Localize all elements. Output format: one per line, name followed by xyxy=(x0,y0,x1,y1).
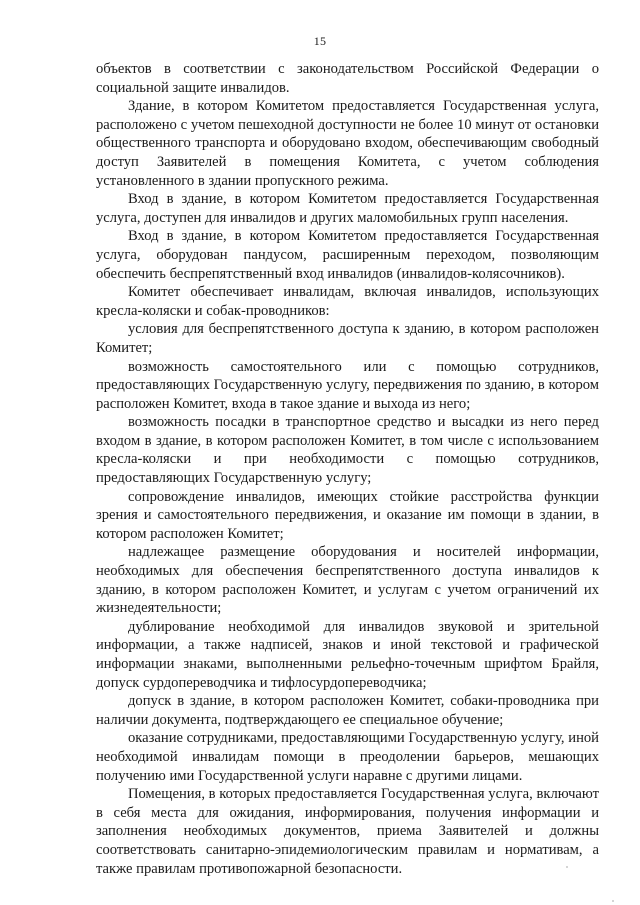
list-item-access-conditions: условия для беспрепятственного доступа к зданию, в котором расположен Комитет; xyxy=(96,321,599,356)
scan-speck xyxy=(566,866,568,868)
list-item-guide-dog: допуск в здание, в котором расположен Комитет, собаки-проводника при наличии документа, подтверждающего ее специальное обучение; xyxy=(96,693,599,728)
paragraph-entrance-ramp: Вход в здание, в котором Комитетом предоставляется Государственная услуга, оборудован пандусом, расширенным переходом, позволяющим обеспечить беспрепятственный вход инвалидов (инвалидов-колясочников). xyxy=(96,228,599,282)
paragraph-entrance-accessible: Вход в здание, в котором Комитетом предоставляется Государственная услуга, доступен для инвалидов и других маломобильных групп населения. xyxy=(96,191,599,226)
list-item-equipment: надлежащее размещение оборудования и носителей информации, необходимых для обеспечения беспрепятственного доступа инвалидов к зданию, в котором расположен Комитет, и услугам с учетом ограничений их жизнедеятельности; xyxy=(96,544,599,617)
paragraph-continuation: объектов в соответствии с законодательством Российской Федерации о социальной защите инвалидов. xyxy=(96,61,599,96)
paragraph-building-location: Здание, в котором Комитетом предоставляется Государственная услуга, расположено с учетом пешеходной доступности не более 10 минут от остановки общественного транспорта и оборудовано входом, обеспечивающим свободный доступ Заявителей в помещения Комитета, с учетом соблюдения установленного в здании пропускного режима. xyxy=(96,98,599,189)
paragraph-premises: Помещения, в которых предоставляется Государственная услуга, включают в себя места для ожидания, информирования, получения информации и заполнения необходимых документов, приема Заявителей и должны соответствовать санитарно-эпидемиологическим правилам и нормативам, а также правилам противопожарной безопасности. xyxy=(96,786,599,877)
list-item-escort: сопровождение инвалидов, имеющих стойкие расстройства функции зрения и самостоятельного передвижения, и оказание им помощи в здании, в котором расположен Комитет; xyxy=(96,488,599,542)
document-body xyxy=(96,60,599,878)
list-item-transport: возможность посадки в транспортное средство и высадки из него перед входом в здание, в котором расположен Комитет, в том числе с использованием кресла-коляски и при необходимости с помощью сотрудников, предоставляющих Государственную услугу; xyxy=(96,414,599,487)
paragraph-committee-provides: Комитет обеспечивает инвалидам, включая инвалидов, использующих кресла-коляски и собак-проводников: xyxy=(96,284,599,319)
list-item-braille: дублирование необходимой для инвалидов звуковой и зрительной информации, а также надписей, знаков и иной текстовой и графической информации знаками, выполненными рельефно-точечным шрифтом Брайля, допуск сурдопереводчика и тифлосурдопереводчика; xyxy=(96,618,599,691)
list-item-assistance: оказание сотрудниками, предоставляющими Государственную услугу, иной необходимой инвалидам помощи в преодолении барьеров, мешающих получению ими Государственной услуги наравне с другими лицами. xyxy=(96,730,599,784)
scan-speck xyxy=(612,900,614,902)
page-number: 15 xyxy=(313,34,327,48)
list-item-movement: возможность самостоятельного или с помощью сотрудников, предоставляющих Государственную услугу, передвижения по зданию, в котором расположен Комитет, входа в такое здание и выхода из него; xyxy=(96,358,599,412)
